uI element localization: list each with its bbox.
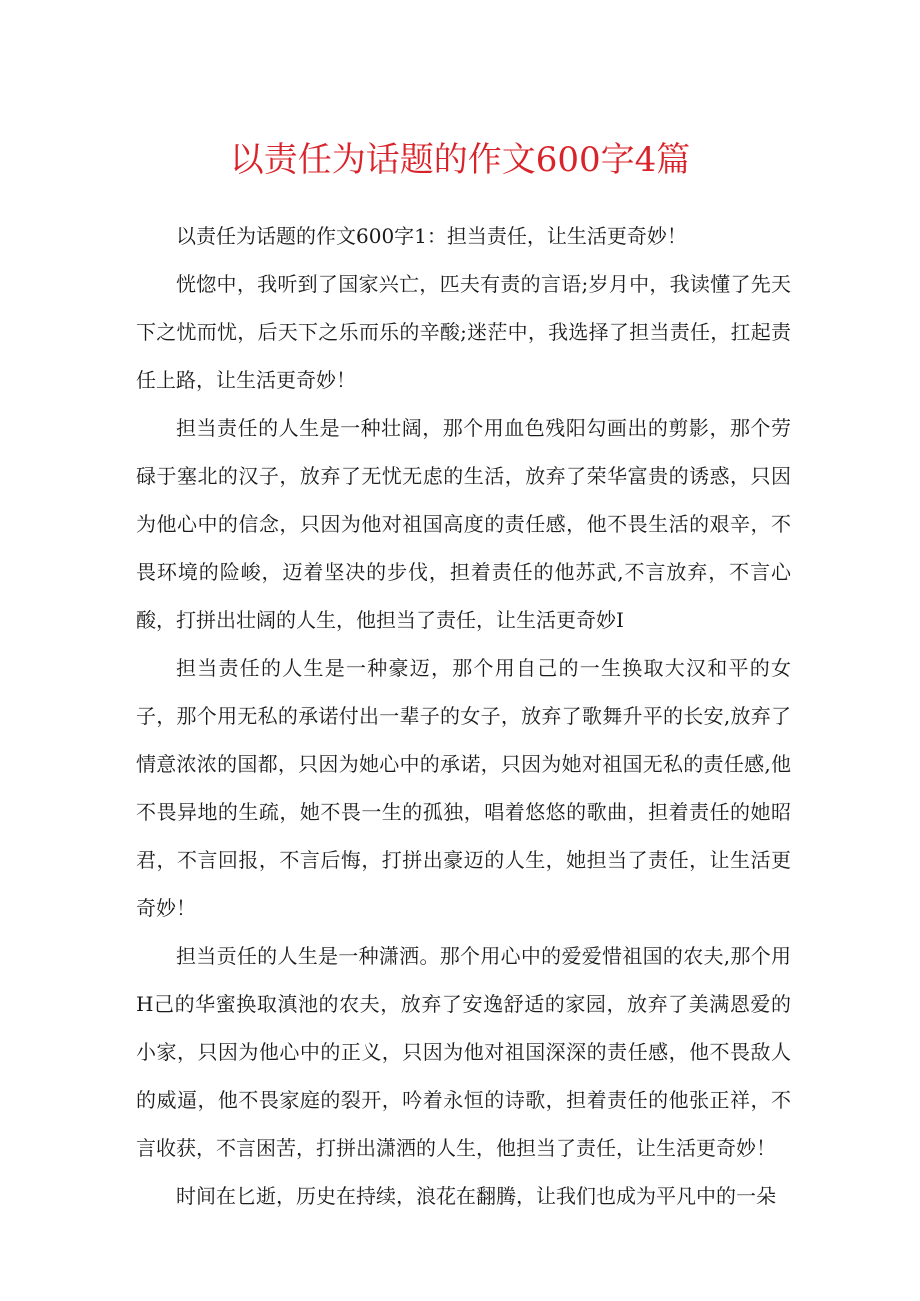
paragraph-conclusion: 时间在匕逝，历史在持续，浪花在翻腾，让我们也成为平凡中的一朵 [176, 1184, 776, 1208]
paragraph-subtitle: 以责任为话题的作文600字1：担当责任，让生活更奇妙！ [176, 224, 687, 248]
paragraph-zhaojun: 担当责任的人生是一种豪迈，那个用自己的一生换取大汉和平的女子，那个用无私的承诺付出一辈子的女子，放弃了歌舞升平的长安,放弃了情意浓浓的国都，只因为她心中的承诺，只因为她对祖国无私的责任感,他不畏异地的生疏，她不畏一生的孤独，唱着悠悠的歌曲，担着责任的她昭君，不言回报，不言后悔，打拼出豪迈的人生，她担当了责任，让生活更奇妙！ [136, 656, 791, 920]
paragraph-intro: 恍惚中，我听到了国家兴亡，匹夫有责的言语;岁月中，我读懂了先天下之忧而忧，后天下之乐而乐的辛酸;迷茫中，我选择了担当责任，扛起责任上路，让生活更奇妙！ [136, 272, 791, 392]
paragraph-zhangzhengxiang: 担当贡任的人生是一种潇洒。那个用心中的爱爱惜祖国的农夫,那个用H己的华蜜换取滇池的农夫，放弃了安逸舒适的家园，放弃了美满恩爱的小家，只因为他心中的正义，只因为他对祖国深深的责任感，他不畏敌人的威逼，他不畏家庭的裂开，吟着永恒的诗歌，担着责任的他张正祥，不言收获，不言困苦，打拼出潇洒的人生，他担当了责任，让生活更奇妙！ [136, 944, 791, 1160]
paragraph-suwu: 担当责任的人生是一种壮阔，那个用血色残阳勾画出的剪影，那个劳碌于塞北的汉子，放弃了无忧无虑的生活，放弃了荣华富贵的诱惑，只因为他心中的信念，只因为他对祖国高度的责任感，他不畏生活的艰辛，不畏环境的险峻，迈着坚决的步伐，担着责任的他苏武,不言放弃，不言心酸，打拼出壮阔的人生，他担当了责任，让生活更奇妙I [136, 416, 791, 632]
document-body [136, 212, 791, 1220]
document-title: 以责任为话题的作文600字4篇 [229, 140, 691, 180]
